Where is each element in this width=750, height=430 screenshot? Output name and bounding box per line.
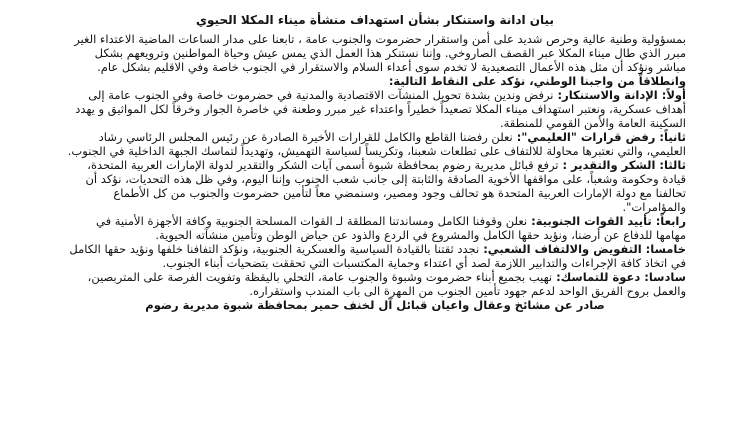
point-3-lead: ثالثا: الشكر والتقدير : <box>562 157 686 172</box>
point-6-text: نهيب بجميع أبناء حضرموت وشبوة والجنوب عامة، التحلي باليقظة وتفويت الفرصة على المتربصين، والعمل بروح الفريق الواحد لدعم جهود تأمين الجنوب من المهرة الى باب المندب واستقراره. <box>87 269 686 298</box>
point-6-lead: سادسا: دعوة للتماسك: <box>556 269 686 284</box>
point-item-6 <box>64 270 686 298</box>
point-item-5 <box>64 242 686 270</box>
point-3-text: ترفع قبائل مديرية رضوم بمحافظة شبوة أسمى آيات الشكر والتقدير لدولة الإمارات العربية المتحدة، قيادة وحكومة وشعباً، على مواقفها الأخوية الصادقة والثابتة إلى جانب شعب الجنوب وإننا اليوم، وفي ظل هذه التحديات، نؤكد أن تحالفنا مع دولة الإمارات العربية المتحدة هو تحالف وجود ومصير، وسنمضي معاً لتأمين حضرموت والجنوب من كل الأطماع والمؤامرات". <box>85 157 686 214</box>
point-4-lead: رابعاً: تأييد القوات الجنوبية: <box>531 213 686 228</box>
point-1-lead: أولاً: الإدانة والاستنكار: <box>557 87 686 102</box>
document-body <box>64 0 686 312</box>
point-item-2 <box>64 130 686 158</box>
point-5-lead: خامسا: التفويض والالتفاف الشعبي: <box>483 241 686 256</box>
point-item-4 <box>64 214 686 242</box>
point-4-text: نعلن وقوفنا الكامل ومساندتنا المطلقة لـ القوات المسلحة الجنوبية وكافة الأجهزة الأمنية في مهامها للدفاع عن أرضنا، ونؤيد حقها الكامل والمشروع في الردع والذود عن حياض الوطن وتأمين منشآته الحيوية. <box>96 213 686 242</box>
point-item-3 <box>64 158 686 214</box>
signature-line: صادر عن مشائخ وعقال واعيان قبائل آل لخنف حمير بمحافظة شبوة مديرية رضوم <box>145 297 605 312</box>
point-1-text: نرفض وندين بشدة تحويل المنشآت الاقتصادية والمدنية في حضرموت خاصة وفي الجنوب عامة إلى أهداف عسكرية، ونعتبر استهداف ميناء المكلا تصعيداً خطيراً واعتداء غير مبرر وطعنة في خاصرة الجوار وخرقاً لكل المواثيق و يهدد السكينة العامة والأمن القومي للمنطقة. <box>75 87 686 130</box>
document-title: بيان ادانة واستنكار بشأن استهداف منشأة ميناء المكلا الحيوي <box>196 13 554 27</box>
point-2-lead: ثانياً: رفض قرارات "العليمي": <box>516 129 686 144</box>
intro-paragraph: بمسؤولية وطنية عالية وحرص شديد على أمن واستقرار حضرموت والجنوب عامة ، تابعنا على مدار الساعات الماضية الاعتداء الغير مبرر الذي طال ميناء المكلا عبر القصف الصاروخي. وإننا نستنكر هذا العمل الذي يمس عيش وحياة المواطنين وترويعهم بشكل مباشر ونؤكد أن مثل هذه الأعمال التصعيدية لا تخدم سوى أعداء السلام والاستقرار في الجنوب خاصة وفي الاقليم بشكل عام. <box>74 31 686 74</box>
point-2-text: نعلن رفضنا القاطع والكامل للقرارات الأخيرة الصادرة عن رئيس المجلس الرئاسي رشاد العليمي، والتي نعتبرها محاولة للالتفاف على تطلعات شعبنا، وتكريساً لسياسة التهميش، وتهديداً لتماسك الجبهة الداخلية في الجنوب. <box>67 129 686 158</box>
points-intro-line: وانطلاقاً من واجبنا الوطني، نؤكد على النقاط التالية: <box>388 73 686 88</box>
point-item-1 <box>64 88 686 130</box>
point-5-text: نجدد ثقتنا بالقيادة السياسية والعسكرية الجنوبية، ونؤكد التفافنا خلفها ونؤيد حقها الكامل في اتخاذ كافة الإجراءات والتدابير اللازمة لصد أي اعتداء وحماية المكتسبات التي تحققت بتضحيات أبناء الجنوب. <box>69 241 686 270</box>
